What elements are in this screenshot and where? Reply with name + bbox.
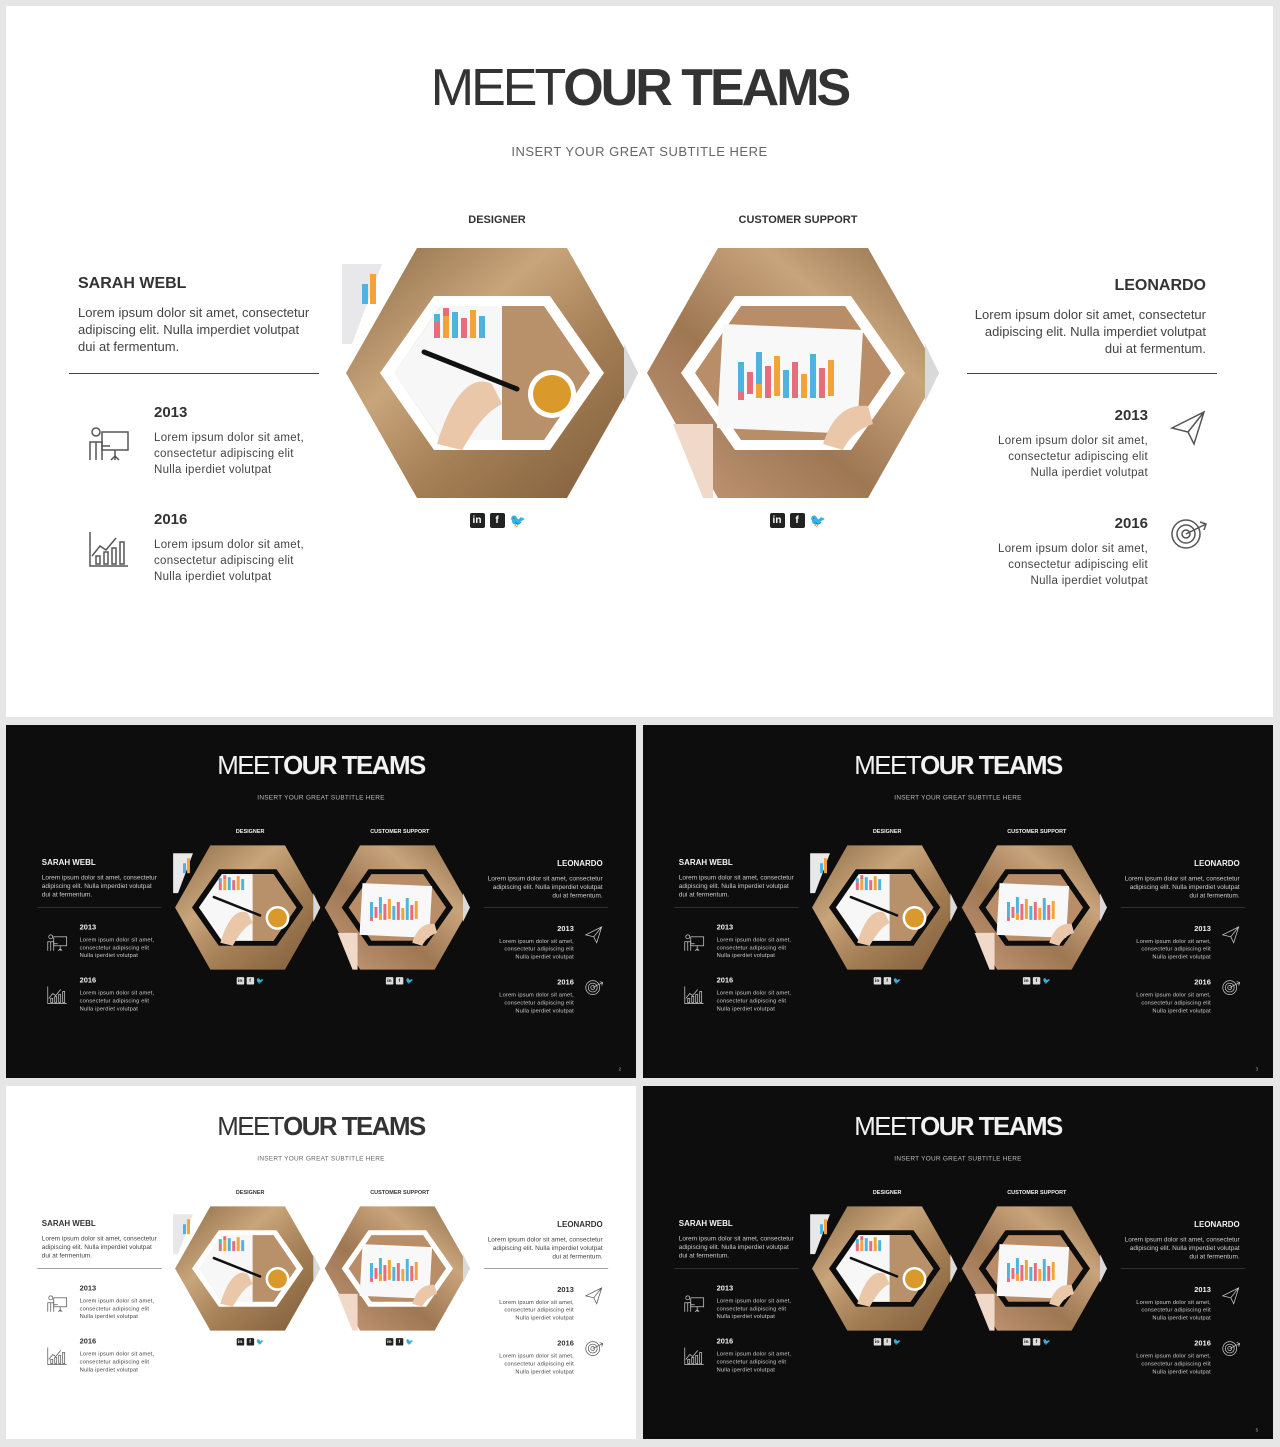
right-person-description: Lorem ipsum dolor sit amet, consectetur adipiscing elit. Nulla imperdiet volutpat dui at fermentum. <box>1124 874 1240 900</box>
designer-hexagon-photo <box>810 1204 959 1332</box>
left-year-2-text: Lorem ipsum dolor sit amet, consectetur adipiscing elit Nulla iperdiet volutpat <box>154 539 304 583</box>
linkedin-icon[interactable]: in <box>237 978 243 984</box>
right-year-1-text: Lorem ipsum dolor sit amet, consectetur adipiscing elit Nulla iperdiet volutpat <box>1136 1299 1211 1322</box>
left-year-2: 2016 <box>154 511 188 528</box>
left-year-1: 2013 <box>79 1283 97 1293</box>
target-icon <box>1220 1337 1244 1361</box>
target-icon <box>583 976 607 1000</box>
title-thin: MEET <box>854 751 921 781</box>
title-bold: OUR TEAMS <box>283 751 425 781</box>
slide-title <box>643 751 1273 781</box>
left-year-2: 2016 <box>79 976 97 985</box>
role-customer-support: CUSTOMER SUPPORT <box>738 214 858 226</box>
twitter-icon[interactable]: 🐦 <box>256 1338 265 1346</box>
facebook-icon[interactable]: f <box>246 977 253 984</box>
right-year-1: 2013 <box>557 1285 574 1294</box>
slide-4 <box>6 1086 636 1439</box>
linkedin-icon[interactable]: in <box>874 978 880 984</box>
facebook-icon[interactable]: f <box>1033 1338 1040 1345</box>
right-year-2: 2016 <box>557 1339 574 1348</box>
left-person-name: SARAH WEBL <box>41 1219 96 1229</box>
target-icon <box>1166 510 1214 558</box>
designer-social-links <box>230 977 270 985</box>
right-year-2-text: Lorem ipsum dolor sit amet, consectetur adipiscing elit Nulla iperdiet volutpat <box>1136 992 1211 1014</box>
presentation-icon <box>46 1294 70 1318</box>
facebook-icon[interactable]: f <box>396 1338 403 1345</box>
twitter-icon[interactable]: 🐦 <box>809 513 826 528</box>
facebook-icon[interactable]: f <box>396 977 403 984</box>
twitter-icon[interactable]: 🐦 <box>893 1338 902 1346</box>
bar-chart-icon <box>683 1346 707 1370</box>
title-thin: MEET <box>854 1112 921 1142</box>
right-year-2-text: Lorem ipsum dolor sit amet, consectetur adipiscing elit Nulla iperdiet volutpat <box>499 992 574 1014</box>
presentation-icon <box>46 933 70 957</box>
customer-support-hexagon-photo <box>323 843 472 971</box>
left-year-1: 2013 <box>79 922 97 932</box>
right-person-description: Lorem ipsum dolor sit amet, consectetur adipiscing elit. Nulla imperdiet volutpat dui at fermentum. <box>487 874 603 900</box>
right-year-2-text: Lorem ipsum dolor sit amet, consectetur adipiscing elit Nulla iperdiet volutpat <box>499 1353 574 1375</box>
title-bold: OUR TEAMS <box>920 751 1062 781</box>
right-year-1: 2013 <box>557 924 574 933</box>
slide-2 <box>6 725 636 1078</box>
right-year-1-text: Lorem ipsum dolor sit amet, consectetur adipiscing elit Nulla iperdiet volutpat <box>1136 938 1211 961</box>
linkedin-icon[interactable]: in <box>770 513 785 528</box>
designer-social-links <box>867 977 907 985</box>
page-number: 2 <box>618 1066 622 1072</box>
support-social-links <box>1016 977 1056 985</box>
presentation-icon <box>683 933 707 957</box>
left-year-2: 2016 <box>716 1337 734 1346</box>
left-year-1-text: Lorem ipsum dolor sit amet, consectetur adipiscing elit Nulla iperdiet volutpat <box>716 1297 792 1320</box>
slide-title <box>6 1112 636 1142</box>
left-year-1: 2013 <box>716 922 734 932</box>
slide-title <box>6 58 1273 118</box>
role-designer: DESIGNER <box>872 1189 902 1196</box>
page-number: 3 <box>1255 1066 1259 1072</box>
support-social-links <box>379 977 419 985</box>
right-year-1: 2013 <box>1194 924 1211 933</box>
customer-support-hexagon-photo <box>643 244 943 502</box>
role-designer: DESIGNER <box>235 828 265 835</box>
right-divider <box>967 373 1217 374</box>
facebook-icon[interactable]: f <box>246 1338 253 1345</box>
left-year-1-text: Lorem ipsum dolor sit amet, consectetur adipiscing elit Nulla iperdiet volutpat <box>716 936 792 959</box>
paper-plane-icon <box>583 923 607 947</box>
left-year-1-text: Lorem ipsum dolor sit amet, consectetur adipiscing elit Nulla iperdiet volutpat <box>154 432 304 476</box>
role-customer-support: CUSTOMER SUPPORT <box>370 828 430 835</box>
support-social-links <box>757 513 837 529</box>
right-year-1-text: Lorem ipsum dolor sit amet, consectetur adipiscing elit Nulla iperdiet volutpat <box>998 435 1148 479</box>
left-year-1: 2013 <box>716 1283 734 1293</box>
twitter-icon[interactable]: 🐦 <box>405 977 414 985</box>
linkedin-icon[interactable]: in <box>1024 1339 1029 1345</box>
linkedin-icon[interactable]: in <box>874 1339 880 1345</box>
title-bold: OUR TEAMS <box>920 1112 1062 1142</box>
linkedin-icon[interactable]: in <box>387 1339 392 1345</box>
title-thin: MEET <box>430 59 564 117</box>
paper-plane-icon <box>1166 404 1214 452</box>
twitter-icon[interactable]: 🐦 <box>1042 977 1051 985</box>
paper-plane-icon <box>1220 923 1244 947</box>
left-person-description: Lorem ipsum dolor sit amet, consectetur adipiscing elit. Nulla imperdiet volutpat dui at fermentum. <box>41 873 157 899</box>
slide-5 <box>643 1086 1273 1439</box>
left-year-1: 2013 <box>154 404 188 421</box>
left-year-2-text: Lorem ipsum dolor sit amet, consectetur adipiscing elit Nulla iperdiet volutpat <box>716 990 792 1012</box>
paper-plane-icon <box>583 1284 607 1308</box>
right-year-2: 2016 <box>557 978 574 987</box>
role-designer: DESIGNER <box>235 1189 265 1196</box>
title-thin: MEET <box>217 1112 284 1142</box>
designer-hexagon-photo <box>173 843 322 971</box>
slide-title <box>6 751 636 781</box>
customer-support-hexagon-photo <box>960 843 1109 971</box>
role-customer-support: CUSTOMER SUPPORT <box>1007 828 1067 835</box>
paper-plane-icon <box>1220 1284 1244 1308</box>
left-person-name: SARAH WEBL <box>41 858 96 868</box>
right-person-description: Lorem ipsum dolor sit amet, consectetur adipiscing elit. Nulla imperdiet volutpat dui at fermentum. <box>487 1235 603 1261</box>
title-thin: MEET <box>217 751 284 781</box>
role-designer: DESIGNER <box>468 214 526 226</box>
right-year-2: 2016 <box>1194 1339 1211 1348</box>
presentation-icon <box>683 1294 707 1318</box>
designer-social-links <box>230 1338 270 1346</box>
support-social-links <box>1016 1338 1056 1346</box>
twitter-icon[interactable]: 🐦 <box>405 1338 414 1346</box>
right-year-1-text: Lorem ipsum dolor sit amet, consectetur adipiscing elit Nulla iperdiet volutpat <box>499 1299 574 1322</box>
right-year-2-text: Lorem ipsum dolor sit amet, consectetur adipiscing elit Nulla iperdiet volutpat <box>998 543 1148 587</box>
role-customer-support: CUSTOMER SUPPORT <box>1007 1189 1067 1196</box>
right-person-name: LEONARDO <box>1114 277 1206 294</box>
slide-subtitle: INSERT YOUR GREAT SUBTITLE HERE <box>511 144 768 159</box>
right-year-1: 2013 <box>1114 407 1148 424</box>
designer-hexagon-photo <box>173 1204 322 1332</box>
designer-social-links <box>457 513 537 529</box>
customer-support-hexagon-photo <box>323 1204 472 1332</box>
right-year-2: 2016 <box>1194 978 1211 987</box>
support-social-links <box>379 1338 419 1346</box>
customer-support-hexagon-photo <box>960 1204 1109 1332</box>
twitter-icon[interactable]: 🐦 <box>893 977 902 985</box>
left-year-2-text: Lorem ipsum dolor sit amet, consectetur adipiscing elit Nulla iperdiet volutpat <box>716 1351 792 1373</box>
bar-chart-icon <box>86 528 134 576</box>
right-person-description: Lorem ipsum dolor sit amet, consectetur adipiscing elit. Nulla imperdiet volutpat dui at fermentum. <box>1124 1235 1240 1261</box>
facebook-icon[interactable]: f <box>790 513 805 528</box>
right-person-name: LEONARDO <box>1194 859 1240 869</box>
title-bold: OUR TEAMS <box>283 1112 425 1142</box>
target-icon <box>583 1337 607 1361</box>
right-person-name: LEONARDO <box>1194 1220 1240 1230</box>
left-person-name: SARAH WEBL <box>78 275 187 292</box>
slide-3 <box>643 725 1273 1078</box>
left-person-name: SARAH WEBL <box>678 858 733 868</box>
target-icon <box>1220 976 1244 1000</box>
left-year-1-text: Lorem ipsum dolor sit amet, consectetur adipiscing elit Nulla iperdiet volutpat <box>79 1297 155 1320</box>
right-person-name: LEONARDO <box>557 1220 603 1230</box>
facebook-icon[interactable]: f <box>1033 977 1040 984</box>
right-year-1: 2013 <box>1194 1285 1211 1294</box>
right-year-2: 2016 <box>1114 515 1148 532</box>
bar-chart-icon <box>683 985 707 1009</box>
linkedin-icon[interactable]: in <box>470 513 485 528</box>
designer-hexagon-photo <box>342 244 642 502</box>
left-person-description: Lorem ipsum dolor sit amet, consectetur adipiscing elit. Nulla imperdiet volutpat dui at fermentum. <box>678 873 794 899</box>
facebook-icon[interactable]: f <box>883 1338 890 1345</box>
linkedin-icon[interactable]: in <box>1024 978 1029 984</box>
bar-chart-icon <box>46 985 70 1009</box>
left-person-description: Lorem ipsum dolor sit amet, consectetur adipiscing elit. Nulla imperdiet volutpat dui at fermentum. <box>678 1234 794 1260</box>
role-designer: DESIGNER <box>872 828 902 835</box>
designer-social-links <box>867 1338 907 1346</box>
right-year-2-text: Lorem ipsum dolor sit amet, consectetur adipiscing elit Nulla iperdiet volutpat <box>1136 1353 1211 1375</box>
linkedin-icon[interactable]: in <box>237 1339 243 1345</box>
facebook-icon[interactable]: f <box>490 513 505 528</box>
left-divider <box>69 373 319 374</box>
slide-title <box>643 1112 1273 1142</box>
right-year-1-text: Lorem ipsum dolor sit amet, consectetur adipiscing elit Nulla iperdiet volutpat <box>499 938 574 961</box>
right-person-description: Lorem ipsum dolor sit amet, consectetur adipiscing elit. Nulla imperdiet volutpat dui at fermentum. <box>974 307 1206 356</box>
linkedin-icon[interactable]: in <box>387 978 392 984</box>
left-year-2: 2016 <box>716 976 734 985</box>
left-year-2: 2016 <box>79 1337 97 1346</box>
facebook-icon[interactable]: f <box>883 977 890 984</box>
left-person-description: Lorem ipsum dolor sit amet, consectetur adipiscing elit. Nulla imperdiet volutpat dui at fermentum. <box>78 305 310 354</box>
left-year-1-text: Lorem ipsum dolor sit amet, consectetur adipiscing elit Nulla iperdiet volutpat <box>79 936 155 959</box>
twitter-icon[interactable]: 🐦 <box>1042 1338 1051 1346</box>
page-number: 5 <box>1255 1427 1259 1433</box>
designer-hexagon-photo <box>810 843 959 971</box>
twitter-icon[interactable]: 🐦 <box>509 513 526 528</box>
left-year-2-text: Lorem ipsum dolor sit amet, consectetur adipiscing elit Nulla iperdiet volutpat <box>79 1351 155 1373</box>
left-person-description: Lorem ipsum dolor sit amet, consectetur adipiscing elit. Nulla imperdiet volutpat dui at fermentum. <box>41 1234 157 1260</box>
left-year-2-text: Lorem ipsum dolor sit amet, consectetur adipiscing elit Nulla iperdiet volutpat <box>79 990 155 1012</box>
right-person-name: LEONARDO <box>557 859 603 869</box>
left-person-name: SARAH WEBL <box>678 1219 733 1229</box>
title-bold: OUR TEAMS <box>563 59 849 117</box>
role-customer-support: CUSTOMER SUPPORT <box>370 1189 430 1196</box>
slide-subtitle: INSERT YOUR GREAT SUBTITLE HERE <box>257 793 385 802</box>
twitter-icon[interactable]: 🐦 <box>256 977 265 985</box>
slide-subtitle: INSERT YOUR GREAT SUBTITLE HERE <box>894 1154 1022 1163</box>
presentation-icon <box>86 424 134 472</box>
slide-subtitle: INSERT YOUR GREAT SUBTITLE HERE <box>257 1154 385 1163</box>
bar-chart-icon <box>46 1346 70 1370</box>
slide-1 <box>6 6 1273 717</box>
slide-subtitle: INSERT YOUR GREAT SUBTITLE HERE <box>894 793 1022 802</box>
